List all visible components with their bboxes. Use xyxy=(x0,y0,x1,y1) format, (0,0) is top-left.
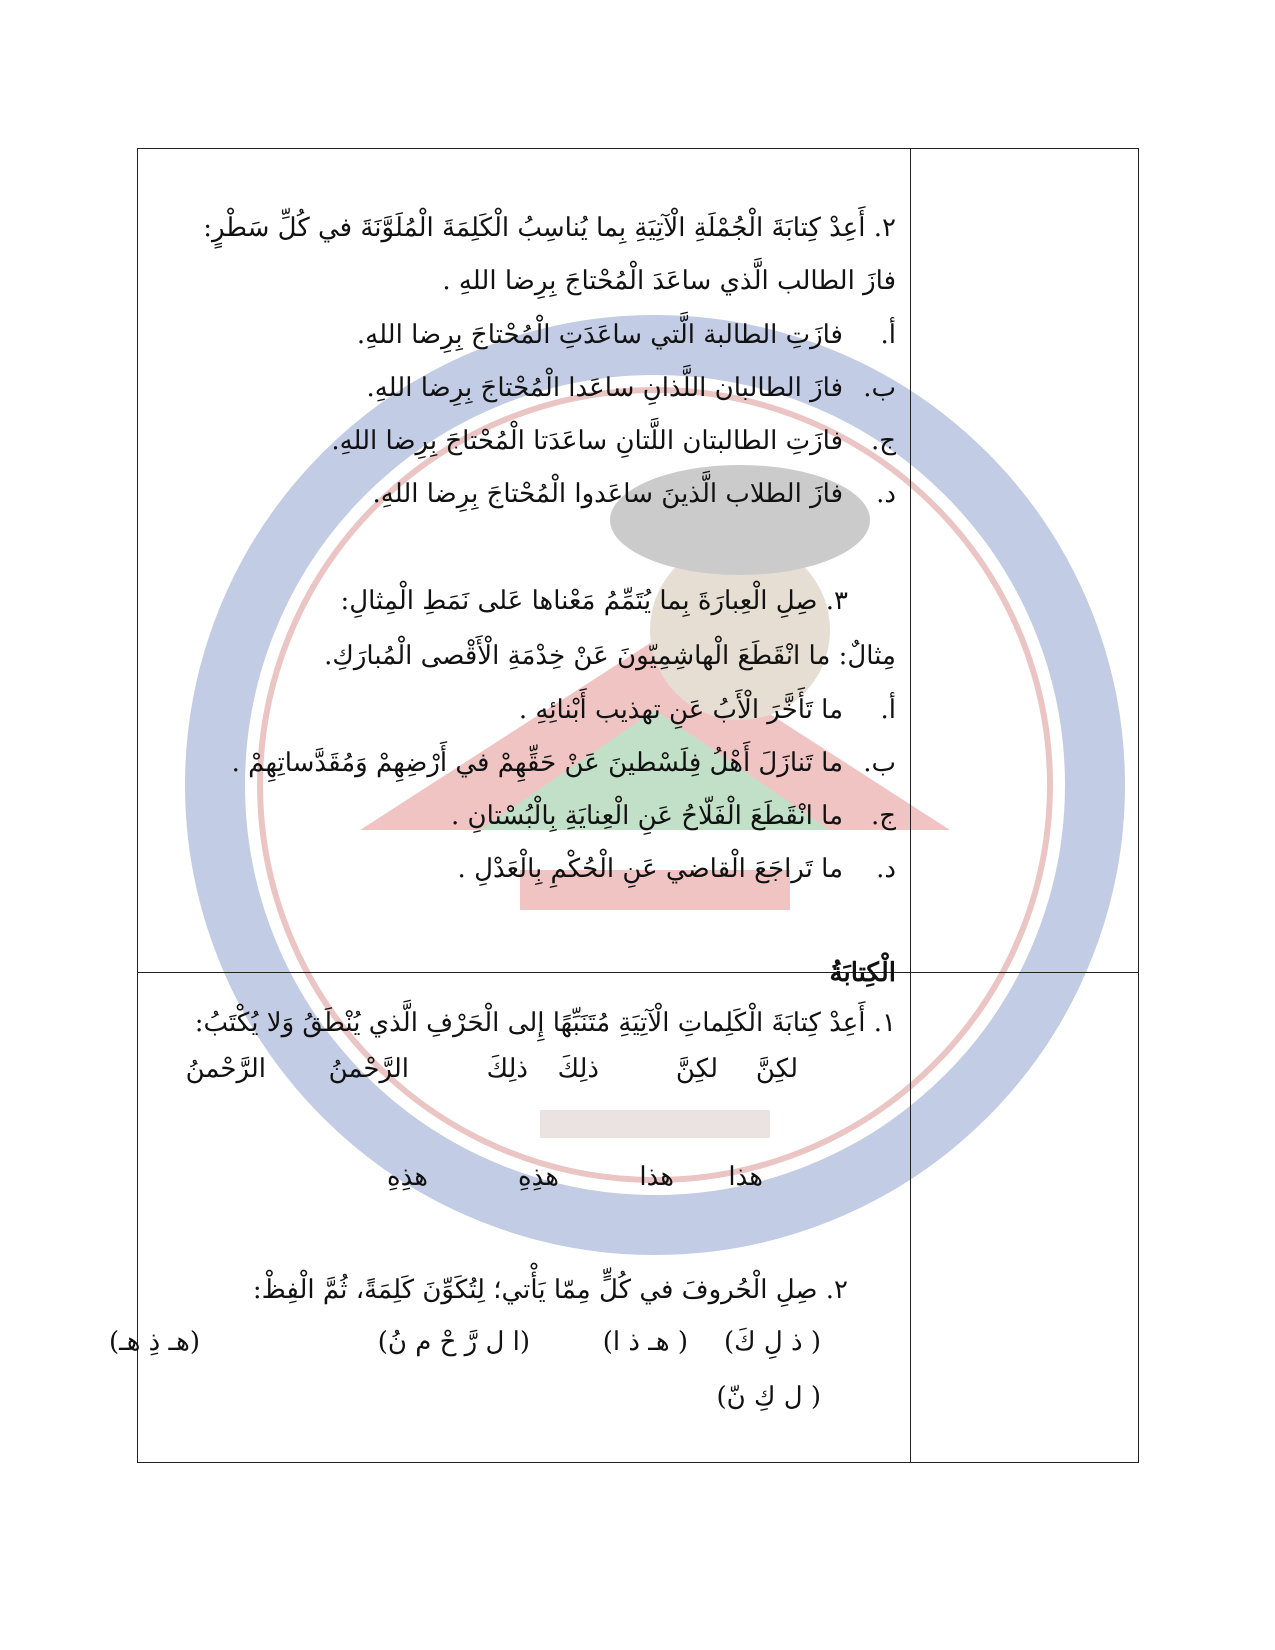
q2-item-text: فازَتِ الطالبة الَّتي ساعَدَتِ الْمُحْتاجَ بِرِضا اللهِ. xyxy=(356,320,843,350)
w1-word: هذِهِ xyxy=(518,1162,559,1192)
q3-item-text: ما انْقَطَعَ الْفَلّاحُ عَنِ الْعِنايَةِ بِالْبُسْتانِ . xyxy=(451,801,843,831)
w1-word: هذِهِ xyxy=(387,1162,428,1192)
w1-word: لكِنَّ xyxy=(675,1054,718,1084)
q2-item-letter: أ. xyxy=(880,320,896,350)
q2-item-letter: ب. xyxy=(863,373,896,403)
w1-word: لكِنَّ xyxy=(755,1054,798,1084)
w2-letter-group: ( ل كِ نّ) xyxy=(716,1382,821,1412)
column-divider xyxy=(910,149,911,1462)
w1-word: الرَّحْمنُ xyxy=(185,1054,266,1084)
writing-heading: الْكِتابَةُ xyxy=(829,958,896,988)
q2-prompt: ٢. أَعِدْ كِتابَةَ الْجُمْلَةِ الْآتِيَةِ بِما يُناسِبُ الْكَلِمَةَ الْمُلَوَّنَةَ في كُلِّ سَطْرٍ: xyxy=(203,213,896,243)
w2-letter-group: ( هـ ذ ا) xyxy=(602,1327,688,1357)
q3-item-letter: أ. xyxy=(880,695,896,725)
w1-word: هذا xyxy=(639,1162,674,1192)
q2-base-sentence: فازَ الطالب الَّذي ساعَدَ الْمُحْتاجَ بِرِضا اللهِ . xyxy=(442,266,896,296)
q3-example: مِثالٌ: ما انْقَطَعَ الْهاشِمِيّونَ عَنْ خِدْمَةِ الْأَقْصى الْمُبارَكِ. xyxy=(324,641,896,671)
q2-item-text: فازَتِ الطالبتان اللَّتانِ ساعَدَتا الْمُحْتاجَ بِرِضا اللهِ. xyxy=(331,426,843,456)
q2-item-letter: ج. xyxy=(870,426,896,456)
w1-word: ذلِكَ xyxy=(557,1054,599,1084)
q2-item-text: فازَ الطالبان اللَّذانِ ساعَدا الْمُحْتاجَ بِرِضا اللهِ. xyxy=(366,373,843,403)
q3-item-text: ما تَأَخَّرَ الْأَبُ عَنِ تهذيب أَبْنائِهِ . xyxy=(518,695,843,725)
w1-prompt: ١. أَعِدْ كِتابَةَ الْكَلِماتِ الْآتِيَةِ مُتَنَبِّهًا إِلى الْحَرْفِ الَّذي يُنْطَقُ وَلا يُكْتَبُ: xyxy=(194,1008,896,1038)
w1-word: ذلِكَ xyxy=(486,1054,528,1084)
w1-word: الرَّحْمنُ xyxy=(328,1054,409,1084)
q3-item-text: ما تَنازَلَ أَهْلُ فِلَسْطينَ عَنْ حَقِّهِمْ في أَرْضِهِمْ وَمُقَدَّساتِهِمْ . xyxy=(231,748,843,778)
w2-letter-group: (ا ل رَّ حْ م نُ) xyxy=(377,1327,530,1357)
q3-item-letter: ب. xyxy=(863,748,896,778)
q3-item-letter: ج. xyxy=(870,801,896,831)
w2-letter-group: (هـ ذِ هـ) xyxy=(108,1327,200,1357)
q3-prompt: ٣. صِلِ الْعِبارَةَ بِما يُتَمِّمُ مَعْناها عَلى نَمَطِ الْمِثالِ: xyxy=(340,586,848,616)
row-divider xyxy=(138,972,1138,973)
q2-item-text: فازَ الطلاب الَّذينَ ساعَدوا الْمُحْتاجَ بِرِضا اللهِ. xyxy=(372,479,843,509)
q2-item-letter: د. xyxy=(876,479,896,509)
w1-word: هذا xyxy=(728,1162,763,1192)
q3-item-letter: د. xyxy=(876,854,896,884)
q3-item-text: ما تَراجَعَ الْقاضي عَنِ الْحُكْمِ بِالْعَدْلِ . xyxy=(457,854,843,884)
w2-letter-group: ( ذ لِ كَ) xyxy=(724,1327,821,1357)
w2-prompt: ٢. صِلِ الْحُروفَ في كُلٍّ مِمّا يَأْتي؛ لِتُكَوِّنَ كَلِمَةً، ثُمَّ الْفِظْ: xyxy=(252,1275,848,1305)
